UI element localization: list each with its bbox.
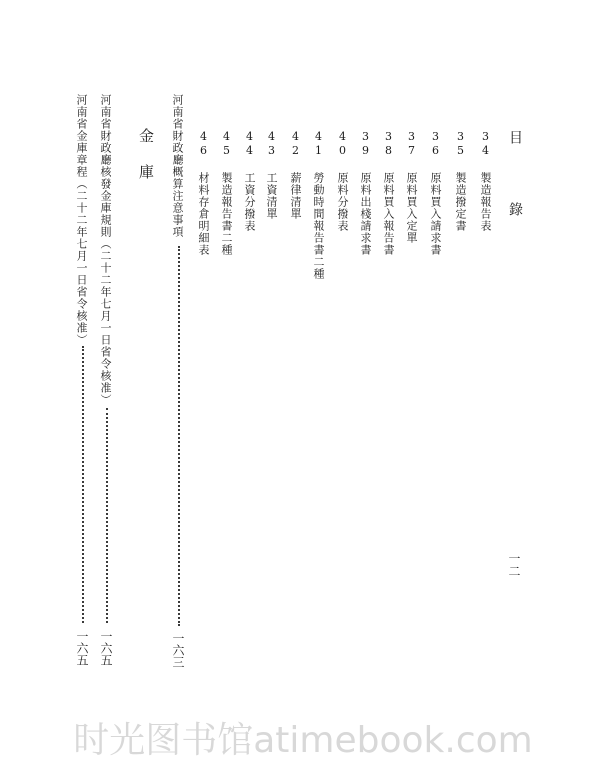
- toc-entry: 42 薪律清單: [289, 130, 302, 220]
- toc-page-number: 一六五: [99, 630, 113, 666]
- toc-entry: 37 原料買入定單: [405, 130, 418, 244]
- section-title: 金 庫: [137, 128, 155, 182]
- toc-entry: 35 製造撥定書: [454, 130, 467, 232]
- toc-entry: 44 工資分撥表: [243, 130, 256, 232]
- toc-entry: 40 原料分撥表: [336, 130, 349, 232]
- toc-page-number: 一六三: [171, 632, 185, 668]
- toc-entry: 46 材料存倉明細表: [197, 130, 210, 256]
- toc-entry: 45 製造報告書二種: [220, 130, 233, 256]
- toc-entry: 38 原料買入報告書: [382, 130, 395, 256]
- toc-entry-notice: 河南省財政廳概算注意事項: [171, 94, 184, 238]
- toc-entry: 43 工資清單: [265, 130, 278, 220]
- toc-entry-rule: 河南省財政廳核發金庫規則（二十二年七月一日省令核准）: [99, 94, 112, 406]
- toc-entry-rule: 河南省金庫章程（二十二年七月一日省令核准）: [75, 94, 88, 346]
- page-number: 一二: [507, 552, 521, 578]
- watermark: 时光图书馆atimebook.com: [73, 720, 533, 761]
- leader-dots: [82, 346, 84, 623]
- toc-entry: 34 製造報告表: [479, 130, 492, 232]
- toc-entry: 39 原料出棧請求書: [359, 130, 372, 256]
- toc-page-number: 一六五: [75, 630, 89, 666]
- page-title: 目 錄: [507, 130, 523, 238]
- leader-dots: [178, 246, 180, 626]
- leader-dots: [106, 408, 108, 623]
- toc-entry: 36 原料買入請求書: [429, 130, 442, 256]
- toc-entry: 41 勞動時間報告書二種: [312, 130, 325, 280]
